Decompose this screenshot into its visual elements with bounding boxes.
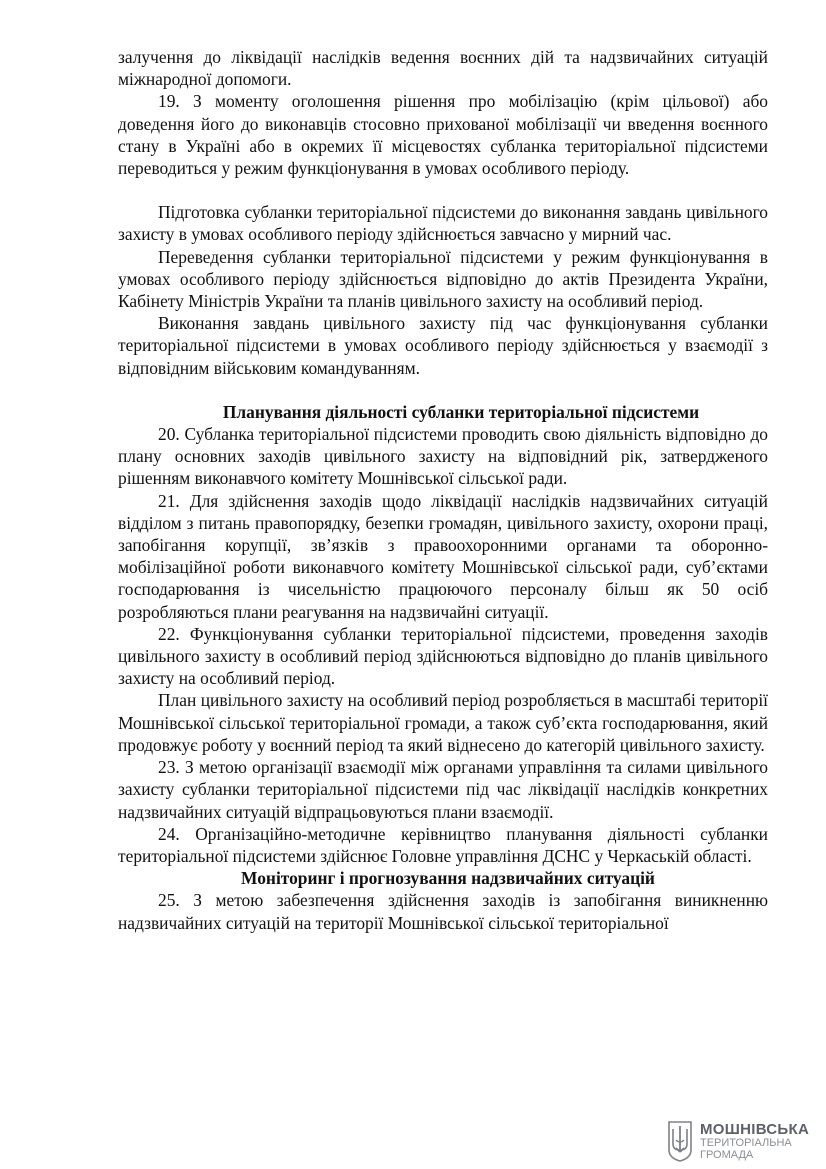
- paragraph-21: 21. Для здійснення заходів щодо ліквідації наслідків надзвичайних ситуацій відділом з питань правопорядку, безепки громадян, цивільного захисту, охорони праці, запобігання корупції, зв’язків з правоохоронними органами та оборонно-мобілізаційної роботи виконавчого комітету Мошнівської сільської ради, суб’єктами господарювання із чисельністю працюючого персоналу більш як 50 осіб розробляються плани реагування на надзвичайні ситуації.: [118, 490, 768, 622]
- paragraph-24: 24. Організаційно-методичне керівництво планування діяльності субланки територіальної підсистеми здійснює Головне управління ДСНС у Черкаській області.: [118, 823, 768, 866]
- paragraph-22: 22. Функціонування субланки територіальної підсистеми, проведення заходів цивільного захисту в особливий період здійснюються відповідно до планів цивільного захисту на особливий період.: [118, 623, 768, 689]
- paragraph-23: 23. З метою організації взаємодії між органами управління та силами цивільного захисту субланки територіальної підсистеми під час ліквідації наслідків конкретних надзвичайних ситуацій відпрацьовуються плани взаємодії.: [118, 757, 768, 822]
- logo-line-2: ТЕРИТОРІАЛЬНА: [700, 1136, 792, 1149]
- document-page: [118, 46, 768, 934]
- logo-line-1: МОШНІВСЬКА: [700, 1120, 810, 1138]
- paragraph-transfer: Переведення субланки територіальної підсистеми у режим функціонування в умовах особливого періоду здійснюється відповідно до актів Президента України, Кабінету Міністрів України та планів цивільного захисту на особливий період.: [118, 246, 768, 312]
- heading-planning: Планування діяльності субланки територіальної підсистеми: [222, 401, 700, 422]
- logo-text: [700, 1122, 809, 1161]
- paragraph-20: 20. Субланка територіальної підсистеми проводить свою діяльність відповідно до плану основних заходів цивільного захисту на відповідний рік, затвердженого рішенням виконавчого комітету Мошнівської сільської ради.: [118, 424, 768, 489]
- paragraph-19: 19. З моменту оголошення рішення про мобілізацію (крім цільової) або доведення його до виконавців стосовно прихованої мобілізації чи введення воєнного стану в Україні або в окремих її місцевостях субланка територіальної підсистеми переводиться у режим функціонування в умовах особливого періоду.: [118, 91, 768, 179]
- paragraph-25: 25. З метою забезпечення здійснення заходів із запобігання виникненню надзвичайних ситуацій на території Мошнівської сільської територіальної: [118, 890, 768, 933]
- heading-monitoring: Моніторинг і прогнозування надзвичайних ситуацій: [241, 868, 655, 889]
- paragraph-plan-special-period: План цивільного захисту на особливий період розробляється в масштабі території Мошнівської сільської територіальної громади, а також суб’єкта господарювання, який продовжує роботу у воєнний період та який віднесено до категорій цивільного захисту.: [118, 690, 768, 755]
- trident-emblem-icon: [666, 1120, 694, 1162]
- logo-line-3: ГРОМАДА: [700, 1148, 754, 1161]
- paragraph-execution: Виконання завдань цивільного захисту під час функціонування субланки територіальної підсистеми в умовах особливого періоду здійснюється у взаємодії з відповідним військовим командуванням.: [118, 313, 768, 378]
- paragraph-preparation: Підготовка субланки територіальної підсистеми до виконання завдань цивільного захисту в умовах особливого періоду здійснюється завчасно у мирний час.: [118, 202, 768, 245]
- community-logo: [666, 1118, 816, 1164]
- paragraph-continuation: залучення до ліквідації наслідків ведення воєнних дій та надзвичайних ситуацій міжнародної допомоги.: [118, 47, 768, 90]
